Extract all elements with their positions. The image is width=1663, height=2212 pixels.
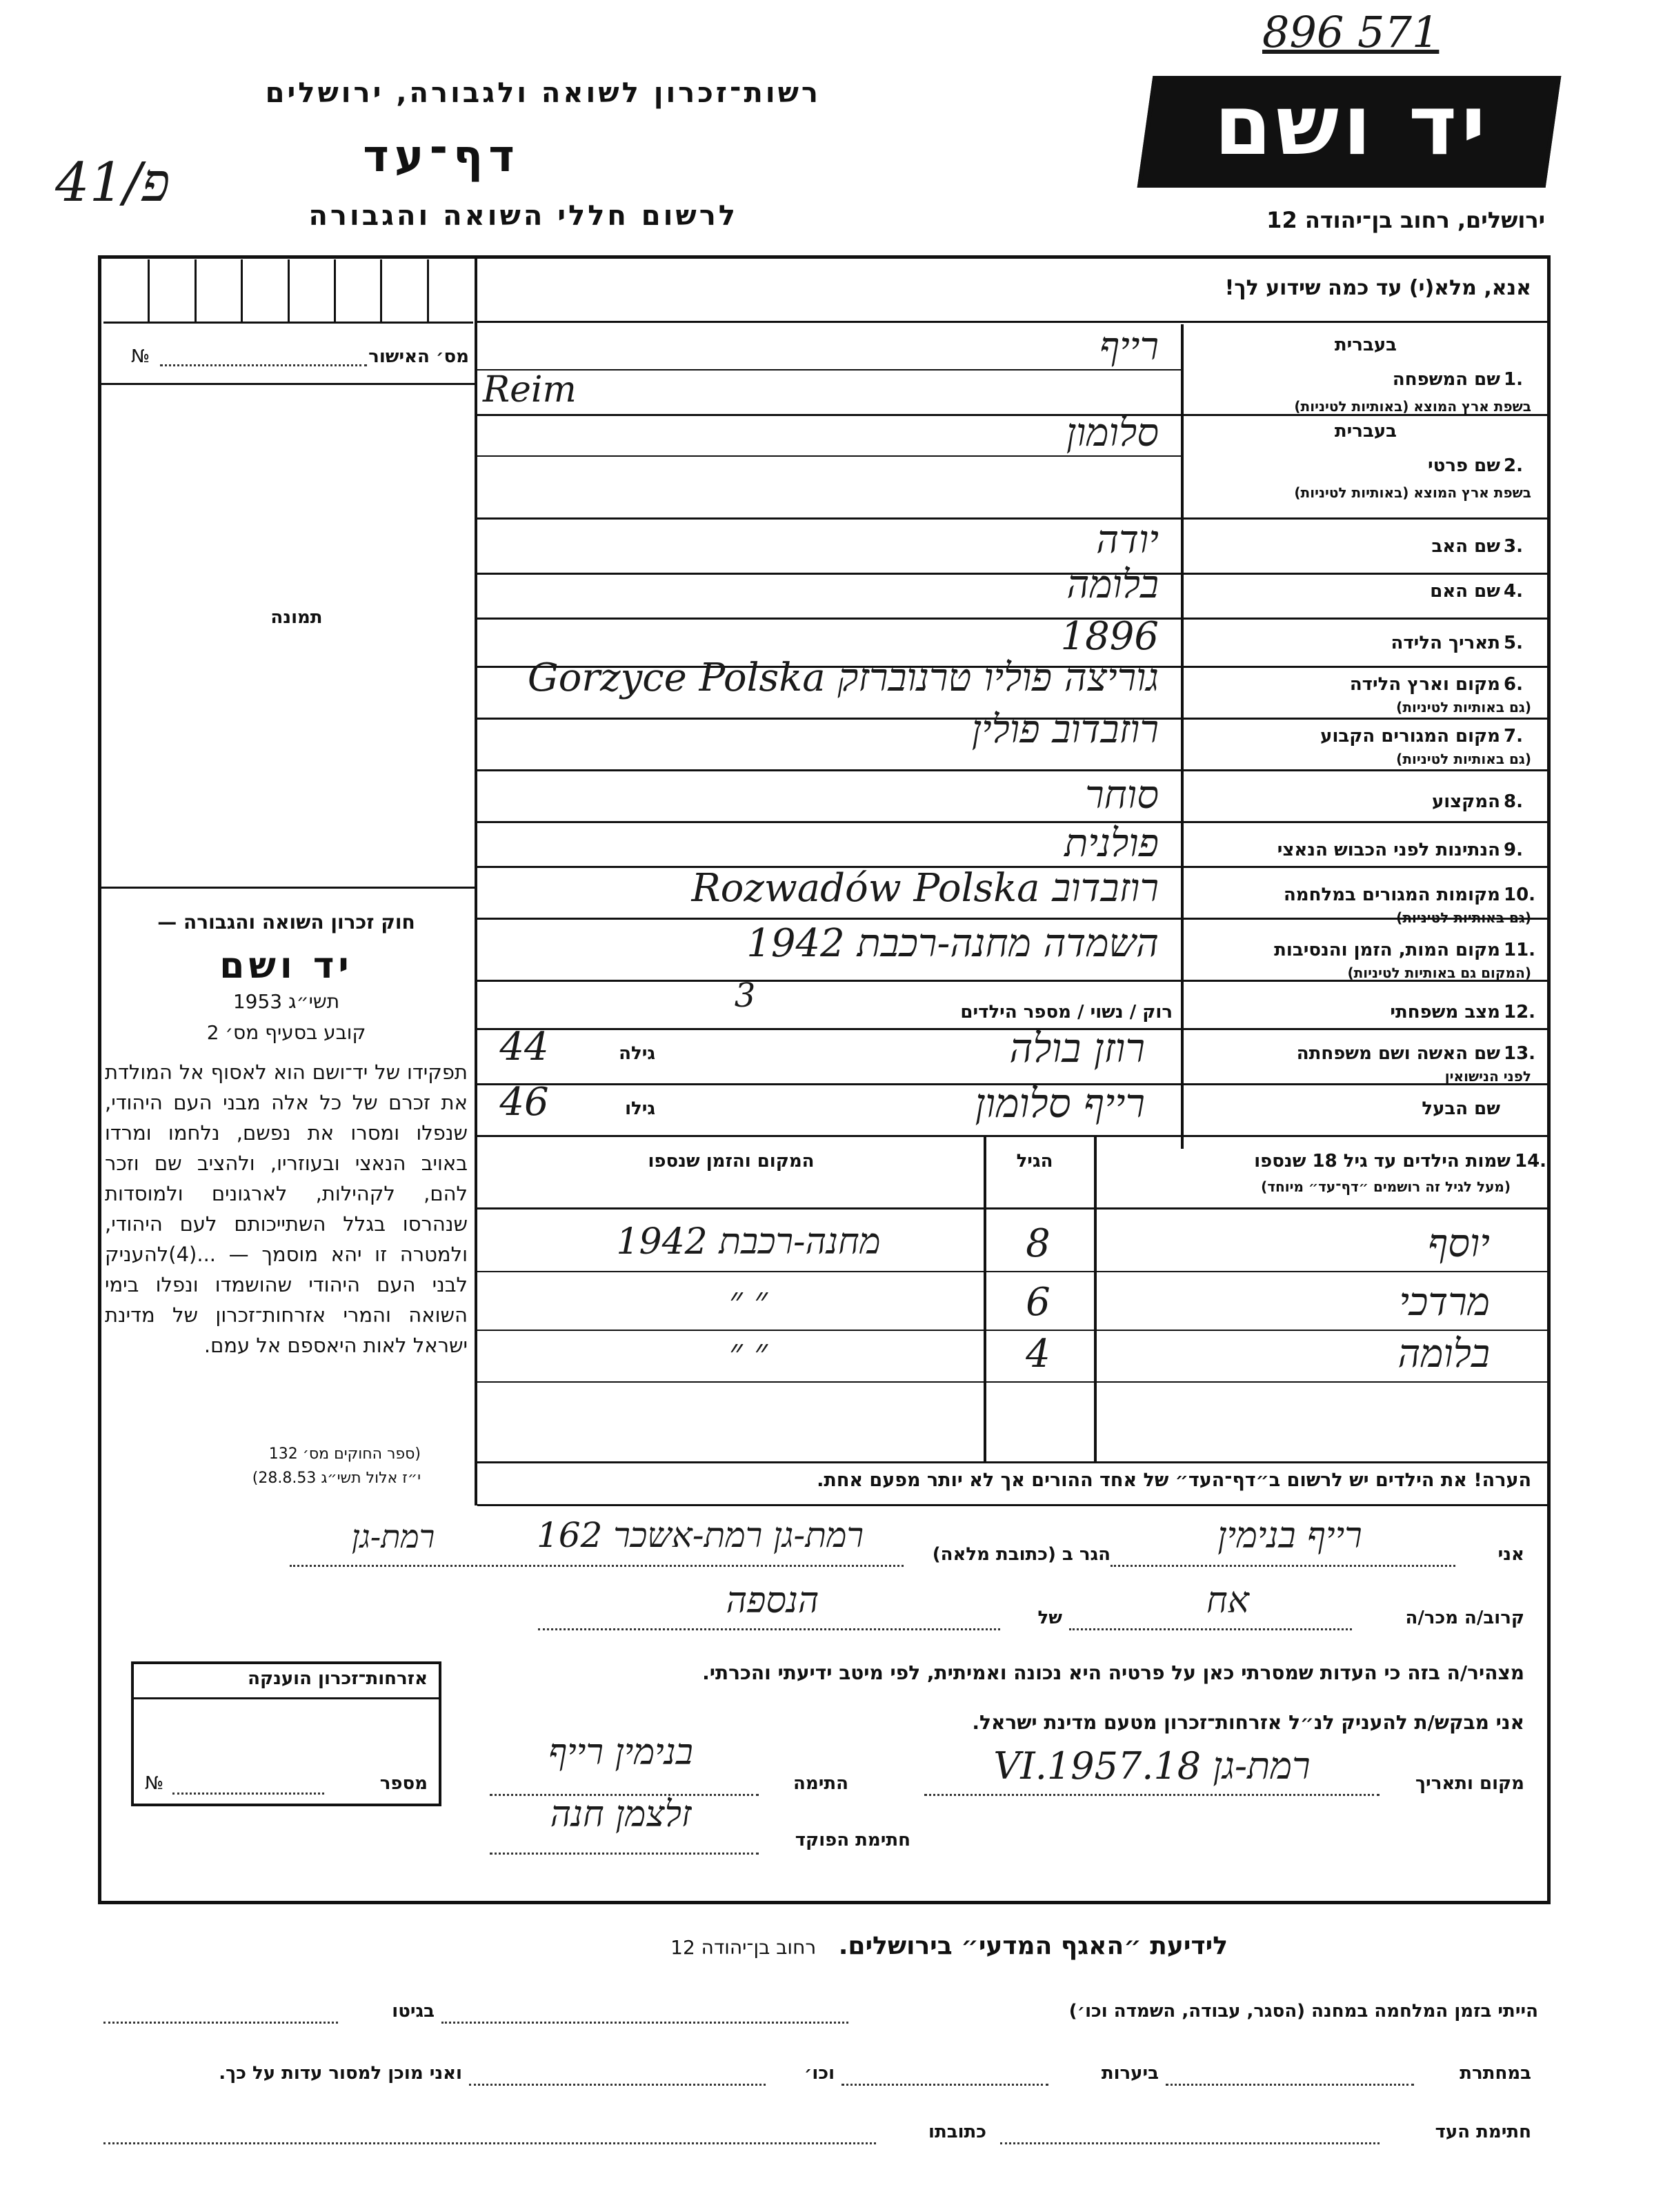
approval-no-symbol: №: [131, 346, 150, 367]
yad-vashem-logo: יד ושם: [1214, 78, 1490, 174]
field-hebrew-label: בעברית: [1334, 421, 1397, 442]
field-sublabel: (גם באותיות לטיניות): [1396, 751, 1531, 767]
child-row-separator: [477, 1271, 1551, 1272]
children-col-divider-2: [984, 1137, 986, 1461]
field-label: שם המשפחה: [1392, 369, 1500, 390]
field-value[interactable]: פולנית: [1064, 821, 1159, 866]
child-place[interactable]: מחנה-רכבת 1942: [616, 1221, 881, 1263]
children-header-sub: (מעל לגיל זה רושמים ״דף־עד״ מיוחד): [1261, 1178, 1511, 1195]
field-value[interactable]: יודה: [1096, 517, 1159, 562]
form-subtitle: לרשום חללי השואה והגבורה: [308, 200, 738, 232]
declarant-name[interactable]: רייף בנימין: [1217, 1515, 1362, 1557]
child-row-separator: [477, 1381, 1551, 1383]
child-place[interactable]: ״ ״: [728, 1332, 768, 1373]
field-mid-line: [477, 455, 1181, 457]
photo-label: תמונה: [270, 607, 323, 628]
footer-etc-label: וכו׳: [804, 2063, 835, 2084]
footer-line1-end: בגיטו: [392, 2001, 435, 2022]
place-date-label: מקום ותאריך: [1415, 1773, 1524, 1794]
declarant-of-label: של: [1037, 1608, 1062, 1628]
field-value[interactable]: גוריצה פוליו טרנוברזק Gorzyce Polska: [527, 655, 1159, 700]
footer-address-label: כתובתו: [928, 2122, 986, 2142]
field-value[interactable]: סוחר: [1085, 773, 1159, 818]
photo-area[interactable]: [103, 386, 472, 883]
law-section: קובע בסעיף מס׳ 2: [206, 1021, 366, 1044]
field-sublabel: בשפת ארץ המוצא (באותיות לטיניות): [1294, 484, 1531, 501]
field-value[interactable]: השמדה מחנה-רכבת 1942: [746, 921, 1159, 966]
field-row-separator: [477, 769, 1551, 771]
approval-number-field[interactable]: [160, 364, 367, 366]
citizenship-number-label: מספר: [379, 1773, 428, 1794]
footer-top-line: [101, 1901, 1549, 1904]
declarant-name-field: [1111, 1565, 1455, 1567]
field-label: מקום המות, הזמן והנסיבות: [1274, 940, 1500, 960]
footer-line1-field[interactable]: [441, 2022, 848, 2024]
child-age[interactable]: 8: [1026, 1221, 1050, 1266]
declarant-of-field: [538, 1628, 1000, 1630]
note-top-line: [477, 1461, 1551, 1463]
label-column-divider: [1181, 324, 1184, 1149]
field-number: 6.: [1504, 674, 1523, 695]
declarant-relative[interactable]: אח: [1206, 1580, 1249, 1621]
place-date-value[interactable]: רמת-גן 18.VI.1957: [993, 1744, 1311, 1788]
children-number: 14.: [1515, 1151, 1547, 1172]
field-value[interactable]: 3: [734, 976, 756, 1015]
footer-underground-label: במחתרת: [1460, 2063, 1531, 2084]
institution-name: רשות־זכרון לשואה ולגבורה, ירושלים: [265, 77, 821, 109]
field-age-value[interactable]: 44: [499, 1025, 549, 1069]
footer-heading-address: רחוב בן־יהודה 12: [670, 1936, 817, 1959]
declarant-address-field: [290, 1565, 904, 1567]
law-year: תשי״ג 1953: [232, 990, 340, 1013]
field-label: מקום וארץ הלידה: [1349, 674, 1500, 695]
field-age-label: גילו: [625, 1098, 655, 1119]
law-reference-2: י״ז אלול תשי״ג 28.8.53): [252, 1470, 421, 1487]
field-label: מקום המגורים הקבוע: [1320, 726, 1500, 747]
children-header-name: שמות הילדים עד גיל 18 שנספו: [1254, 1151, 1511, 1172]
field-sublabel: לפני הנישואין: [1444, 1068, 1531, 1085]
citizenship-box-divider: [132, 1697, 440, 1699]
footer-underground-field[interactable]: [1166, 2084, 1414, 2086]
footer-forests-label: ביערות: [1101, 2063, 1159, 2084]
footer-testimony-text: ואני מוכן למסור עדות על כך.: [219, 2063, 462, 2084]
note-text: הערה! את הילדים יש לרשום ב״דף־העד״ של אחד ההורים אך לא יותר מפעם אחת.: [817, 1470, 1531, 1491]
officer-signature-label: חתימת הפוקד: [795, 1830, 910, 1850]
citizenship-number-field[interactable]: [172, 1793, 324, 1795]
field-age-value[interactable]: 46: [499, 1080, 549, 1125]
left-column-divider: [475, 257, 477, 1505]
place-date-field: [924, 1794, 1380, 1796]
field-label: תאריך הלידה: [1391, 633, 1500, 653]
field-inline-options: רוק / נשוי / מספר הילדים: [960, 1002, 1173, 1023]
field-number: 3.: [1504, 536, 1523, 557]
approval-number-boxes[interactable]: [103, 259, 473, 324]
field-age-label: גילה: [619, 1043, 655, 1064]
officer-signature-field: [490, 1853, 759, 1855]
law-name: יד ושם: [219, 945, 353, 987]
footer-witness-signature-field[interactable]: [1000, 2142, 1380, 2144]
field-value[interactable]: בלומה: [1066, 562, 1159, 607]
child-age[interactable]: 4: [1026, 1332, 1050, 1376]
footer-heading: [483, 1932, 1228, 1960]
field-number: 1.: [1504, 369, 1523, 390]
field-number: 7.: [1504, 726, 1523, 747]
law-title: חוק זכרון השואה והגבורה —: [157, 911, 415, 934]
declarant-of-value[interactable]: הנספה: [726, 1580, 819, 1621]
field-number: 5.: [1504, 633, 1523, 653]
footer-address-field[interactable]: [103, 2142, 876, 2144]
field-value[interactable]: רוזבדוב פולין: [971, 707, 1159, 752]
child-row-separator: [477, 1330, 1551, 1331]
child-place[interactable]: ״ ״: [728, 1280, 768, 1321]
approval-separator: [101, 383, 476, 385]
field-value[interactable]: רייף סלומון: [975, 1080, 1145, 1127]
field-number: 12.: [1504, 1002, 1536, 1023]
footer-etc-field[interactable]: [469, 2084, 766, 2086]
children-header-age: הגיל: [1016, 1151, 1053, 1172]
citizenship-no-symbol: №: [145, 1773, 164, 1794]
field-number: 13.: [1504, 1043, 1536, 1064]
footer-witness-signature-label: חתימת העד: [1435, 2122, 1531, 2142]
child-name[interactable]: בלומה: [1397, 1332, 1490, 1376]
field-number: 11.: [1504, 940, 1536, 960]
instruction-text: אנא, מלא(י) עד כמה שידוע לך!: [1224, 276, 1531, 300]
request-text: אני מבקש/ת להעניק לנ״ל אזרחות־זכרון מטעם מדינת ישראל.: [972, 1711, 1524, 1734]
field-label: מקומות המגורים במלחמה: [1283, 885, 1500, 905]
field-label: שם האם: [1430, 581, 1500, 602]
declarant-relative-field: [1069, 1628, 1352, 1630]
field-label: מצב משפחתי: [1390, 1002, 1500, 1023]
approval-number-label: מס׳ האישור: [368, 346, 469, 367]
citizenship-box-title: אזרחות־זכרון הוענקה: [248, 1668, 428, 1689]
field-sublabel: (המקום גם באותיות לטיניות): [1347, 965, 1531, 981]
field-sublabel: בשפת ארץ המוצא (באותיות לטיניות): [1294, 398, 1531, 415]
field-number: 10.: [1504, 885, 1536, 905]
law-text: תפקידו של יד־ושם הוא לאסוף אל המולדת את זכרם של כל אלה מבני העם היהודי, שנפלו ומסרו את נפשם, נלחמו ומרדו באויב הנאצי ובעוזריו, ולהציב שם וזכר להם, לקהילות, לארגונים ולמוסדות שנהרסו בגלל השתייכותם לעם היהודי, ולמטרה זו יהא מוסמך — ...(4)להעניק לבני העם היהודי שהושמדו ונפלו בימי השואה והמרי אזרחות־זכרון של מדינת ישראל לאות היאספם אל עמם.: [105, 1060, 468, 1357]
footer-forests-field[interactable]: [842, 2084, 1048, 2086]
field-label: שם פרטי: [1428, 455, 1500, 476]
field-value[interactable]: רוזן בולה: [1009, 1025, 1145, 1072]
field-value-hebrew[interactable]: רייף: [1099, 324, 1159, 369]
children-top-line: [477, 1135, 1551, 1137]
field-value-hebrew[interactable]: סלומון: [1066, 411, 1159, 455]
field-hebrew-label: בעברית: [1334, 335, 1397, 355]
field-label: שם הבעל: [1422, 1098, 1500, 1119]
field-number: 8.: [1504, 791, 1523, 812]
file-code: 41/פ: [55, 152, 170, 214]
law-reference-1: (ספר החוקים מס׳ 132: [268, 1445, 421, 1463]
form-title: דף־עד: [363, 131, 520, 182]
officer-signature[interactable]: זלצמן חנה: [550, 1794, 692, 1835]
children-header-line: [477, 1207, 1551, 1209]
field-sublabel: (גם באותיות לטיניות): [1396, 699, 1531, 715]
children-col-divider-1: [1094, 1137, 1097, 1461]
declarant-lives-label: הגר ב (כתובת מלאה): [932, 1544, 1111, 1565]
declaration-text: מצהיר/ה בזה כי העדות שמסרתי כאן על פרטיה היא נכונה ואמיתית, לפי מיטב ידיעתי והכרתי.: [702, 1661, 1524, 1684]
field-label: הנתינות לפני הכבוש הנאצי: [1277, 840, 1500, 860]
signature-value[interactable]: בנימין רייף: [548, 1732, 693, 1773]
field-label: המקצוע: [1431, 791, 1500, 812]
child-name[interactable]: מרדכי: [1399, 1280, 1490, 1325]
signature-label: התימה: [793, 1773, 848, 1794]
field-number: 2.: [1504, 455, 1523, 476]
footer-heading-text: לידיעת ״האגף המדעי״ בירושלים.: [838, 1932, 1228, 1960]
field-number: 4.: [1504, 581, 1523, 602]
instruction-underline: [477, 321, 1548, 323]
declarant-address[interactable]: רמת-גן רמת-אשכר 162: [536, 1515, 864, 1555]
child-name[interactable]: יוסף: [1428, 1221, 1490, 1266]
field-label: שם האשה ושם משפחתה: [1296, 1043, 1500, 1064]
field-value[interactable]: 1896: [1060, 614, 1159, 659]
field-label: שם האב: [1431, 536, 1500, 557]
field-number: 9.: [1504, 840, 1523, 860]
declarant-address-extra[interactable]: רמת-גן: [351, 1518, 435, 1555]
field-value[interactable]: רוזבדוב Rozwadów Polska: [691, 866, 1159, 911]
declarant-i-label: אני: [1497, 1544, 1524, 1565]
footer-line1: הייתי בזמן המלחמה במחנה (הסגר, עבודה, השמדה וכו׳): [1068, 2001, 1538, 2022]
note-bottom-line: [477, 1504, 1551, 1506]
photo-separator: [101, 887, 476, 889]
declarant-relative-label: קרוב/ה מכר/ה: [1405, 1608, 1524, 1628]
child-age[interactable]: 6: [1026, 1280, 1050, 1325]
children-header-place: המקום והזמן שנספו: [648, 1151, 815, 1172]
footer-ghetto-field[interactable]: [103, 2022, 338, 2024]
field-sublabel: (גם באותיות לטיניות): [1396, 909, 1531, 926]
stamp-number: 896 571: [1262, 7, 1440, 57]
field-value-latin[interactable]: Reim: [483, 369, 577, 411]
header-address: ירושלים, רחוב בן־יהודה 12: [1266, 207, 1545, 233]
